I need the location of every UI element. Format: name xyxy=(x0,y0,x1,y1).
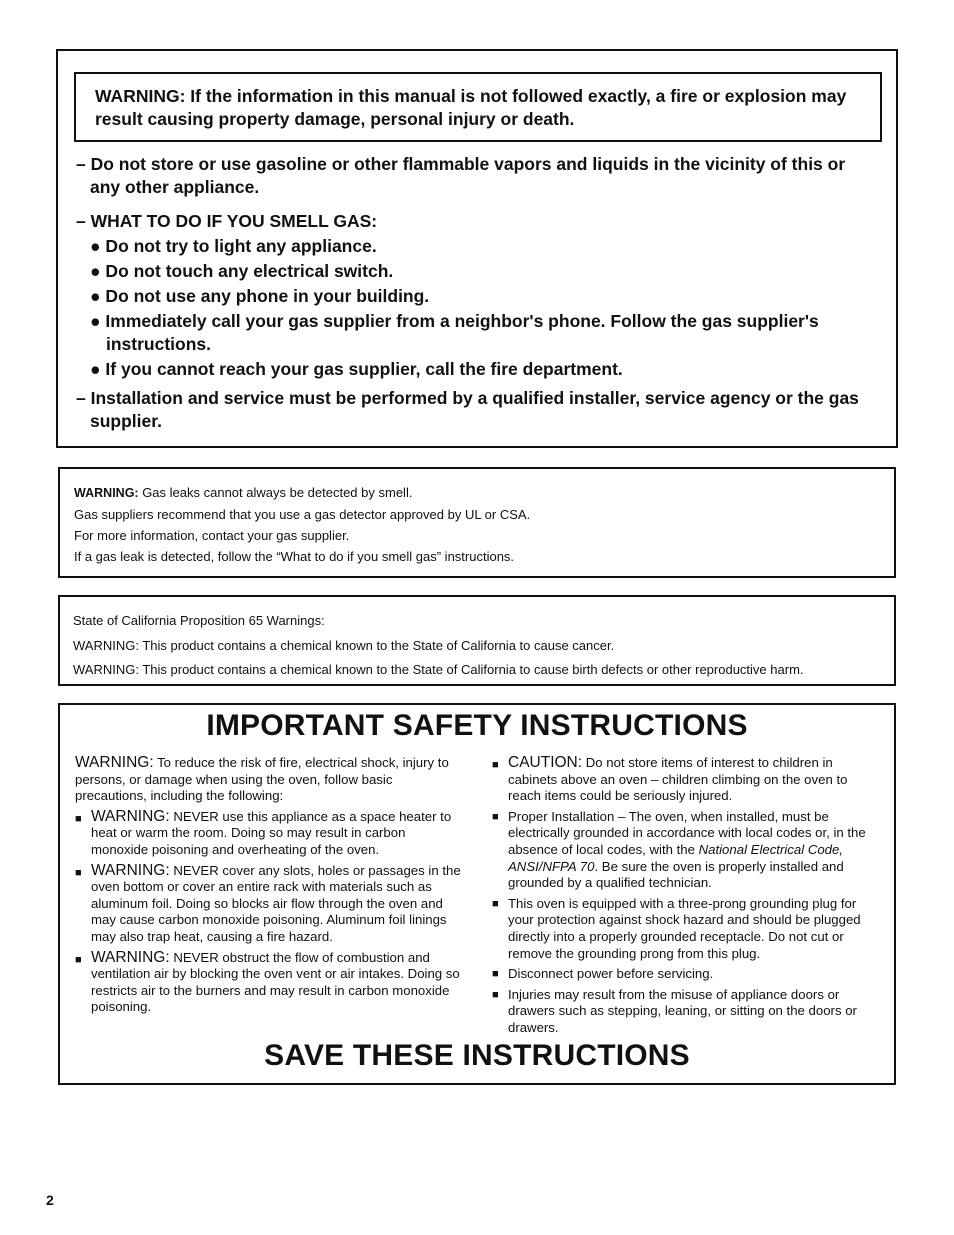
smell-gas-bullets xyxy=(76,235,876,381)
safety-title: IMPORTANT SAFETY INSTRUCTIONS xyxy=(206,709,748,742)
smell-gas-section xyxy=(76,210,876,381)
flammable-vapors-item: – Do not store or use gasoline or other flammable vapors and liquids in the vicinity of this or any other appliance. xyxy=(76,154,846,197)
code-reference: National Electrical Code, ANSI/NFPA 70 xyxy=(508,841,844,874)
list-item: ■ CAUTION: Do not store items of interest to children in cabinets above an oven – children climbing on the oven to reach items could be seriously injured. xyxy=(492,754,848,804)
safety-right-column xyxy=(492,755,877,1037)
prop65-line: WARNING: This product contains a chemical known to the State of California to cause cancer. xyxy=(73,637,615,653)
list-item: ■ Injuries may result from the misuse of appliance doors or drawers such as stepping, leaning, or sitting on the doors or drawers. xyxy=(492,986,857,1035)
list-item: ■ WARNING: NEVER obstruct the flow of combustion and ventilation air by blocking the oven vent or air intakes. Doing so restricts air to the burners and may result in carbon monoxide poisoning. xyxy=(75,948,460,1015)
fire-explosion-warning-text: WARNING: If the information in this manual is not followed exactly, a fire or explosion may result causing property damage, personal injury or death. xyxy=(95,86,847,129)
bullet-item: ● Do not touch any electrical switch. xyxy=(90,261,394,281)
square-bullet-icon: ■ xyxy=(492,968,499,981)
gas-leak-line: Gas suppliers recommend that you use a gas detector approved by UL or CSA. xyxy=(74,507,531,522)
square-bullet-icon: ■ xyxy=(75,866,82,879)
square-bullet-icon: ■ xyxy=(492,988,499,1001)
gas-leak-box xyxy=(58,467,896,578)
square-bullet-icon: ■ xyxy=(492,759,499,771)
safety-instructions-box xyxy=(58,703,896,1085)
prop65-box xyxy=(58,595,896,686)
save-instructions-title: SAVE THESE INSTRUCTIONS xyxy=(264,1039,690,1072)
list-item: ■ This oven is equipped with a three-prong grounding plug for your protection against shock hazard and should be plugged directly into a properly grounded receptacle. Do not cut or remove the grounding prong from this plug. xyxy=(492,895,861,961)
installation-item: – Installation and service must be performed by a qualified installer, service agency or the gas supplier. xyxy=(76,388,859,431)
bullet-item: ● Do not use any phone in your building. xyxy=(90,286,430,306)
square-bullet-icon: ■ xyxy=(75,812,82,825)
gas-warning-box xyxy=(56,49,898,448)
warning-label: WARNING: xyxy=(74,486,139,500)
bullet-item: ● Immediately call your gas supplier from a neighbor's phone. Follow the gas supplier's instructions. xyxy=(90,311,819,354)
square-bullet-icon: ■ xyxy=(75,953,82,966)
page-number: 2 xyxy=(46,1192,54,1208)
gas-leak-line: If a gas leak is detected, follow the “What to do if you smell gas” instructions. xyxy=(74,549,515,564)
smell-gas-heading: – WHAT TO DO IF YOU SMELL GAS: xyxy=(76,211,378,231)
prop65-line: WARNING: This product contains a chemical known to the State of California to cause birth defects or other reproductive harm. xyxy=(73,662,804,677)
bullet-item: ● If you cannot reach your gas supplier, call the fire department. xyxy=(90,359,623,379)
square-bullet-icon: ■ xyxy=(492,897,499,910)
fire-explosion-warning-box xyxy=(74,72,882,142)
prop65-line: State of California Proposition 65 Warnings: xyxy=(73,613,325,628)
list-item: ■ Proper Installation – The oven, when installed, must be electrically grounded in accordance with local codes or, in the absence of local codes, with the National Electrical Code, ANSI/NFPA 70. Be sure the oven is properly installed and grounded by a qualified technician. xyxy=(492,808,866,891)
list-item: ■ Disconnect power before servicing. xyxy=(492,966,714,982)
square-bullet-icon: ■ xyxy=(492,810,499,823)
bullet-item: ● Do not try to light any appliance. xyxy=(90,236,377,256)
safety-intro: WARNING: To reduce the risk of fire, electrical shock, injury to persons, or damage when using the oven, follow basic precautions, including the following: xyxy=(75,754,449,804)
list-item: ■ WARNING: NEVER cover any slots, holes or passages in the oven bottom or cover an entire rack with materials such as aluminum foil. Doing so blocks air flow through the oven and may cause carbon monoxide poisoning. Aluminum foil linings may also trap heat, causing a fire hazard. xyxy=(75,861,461,944)
gas-leak-line: For more information, contact your gas supplier. xyxy=(74,528,350,543)
gas-leak-line: WARNING: Gas leaks cannot always be detected by smell. xyxy=(74,485,413,500)
safety-left-column xyxy=(75,755,465,1016)
list-item: ■ WARNING: NEVER use this appliance as a space heater to heat or warm the room. Doing so may result in carbon monoxide poisoning and overheating of the oven. xyxy=(75,807,452,857)
